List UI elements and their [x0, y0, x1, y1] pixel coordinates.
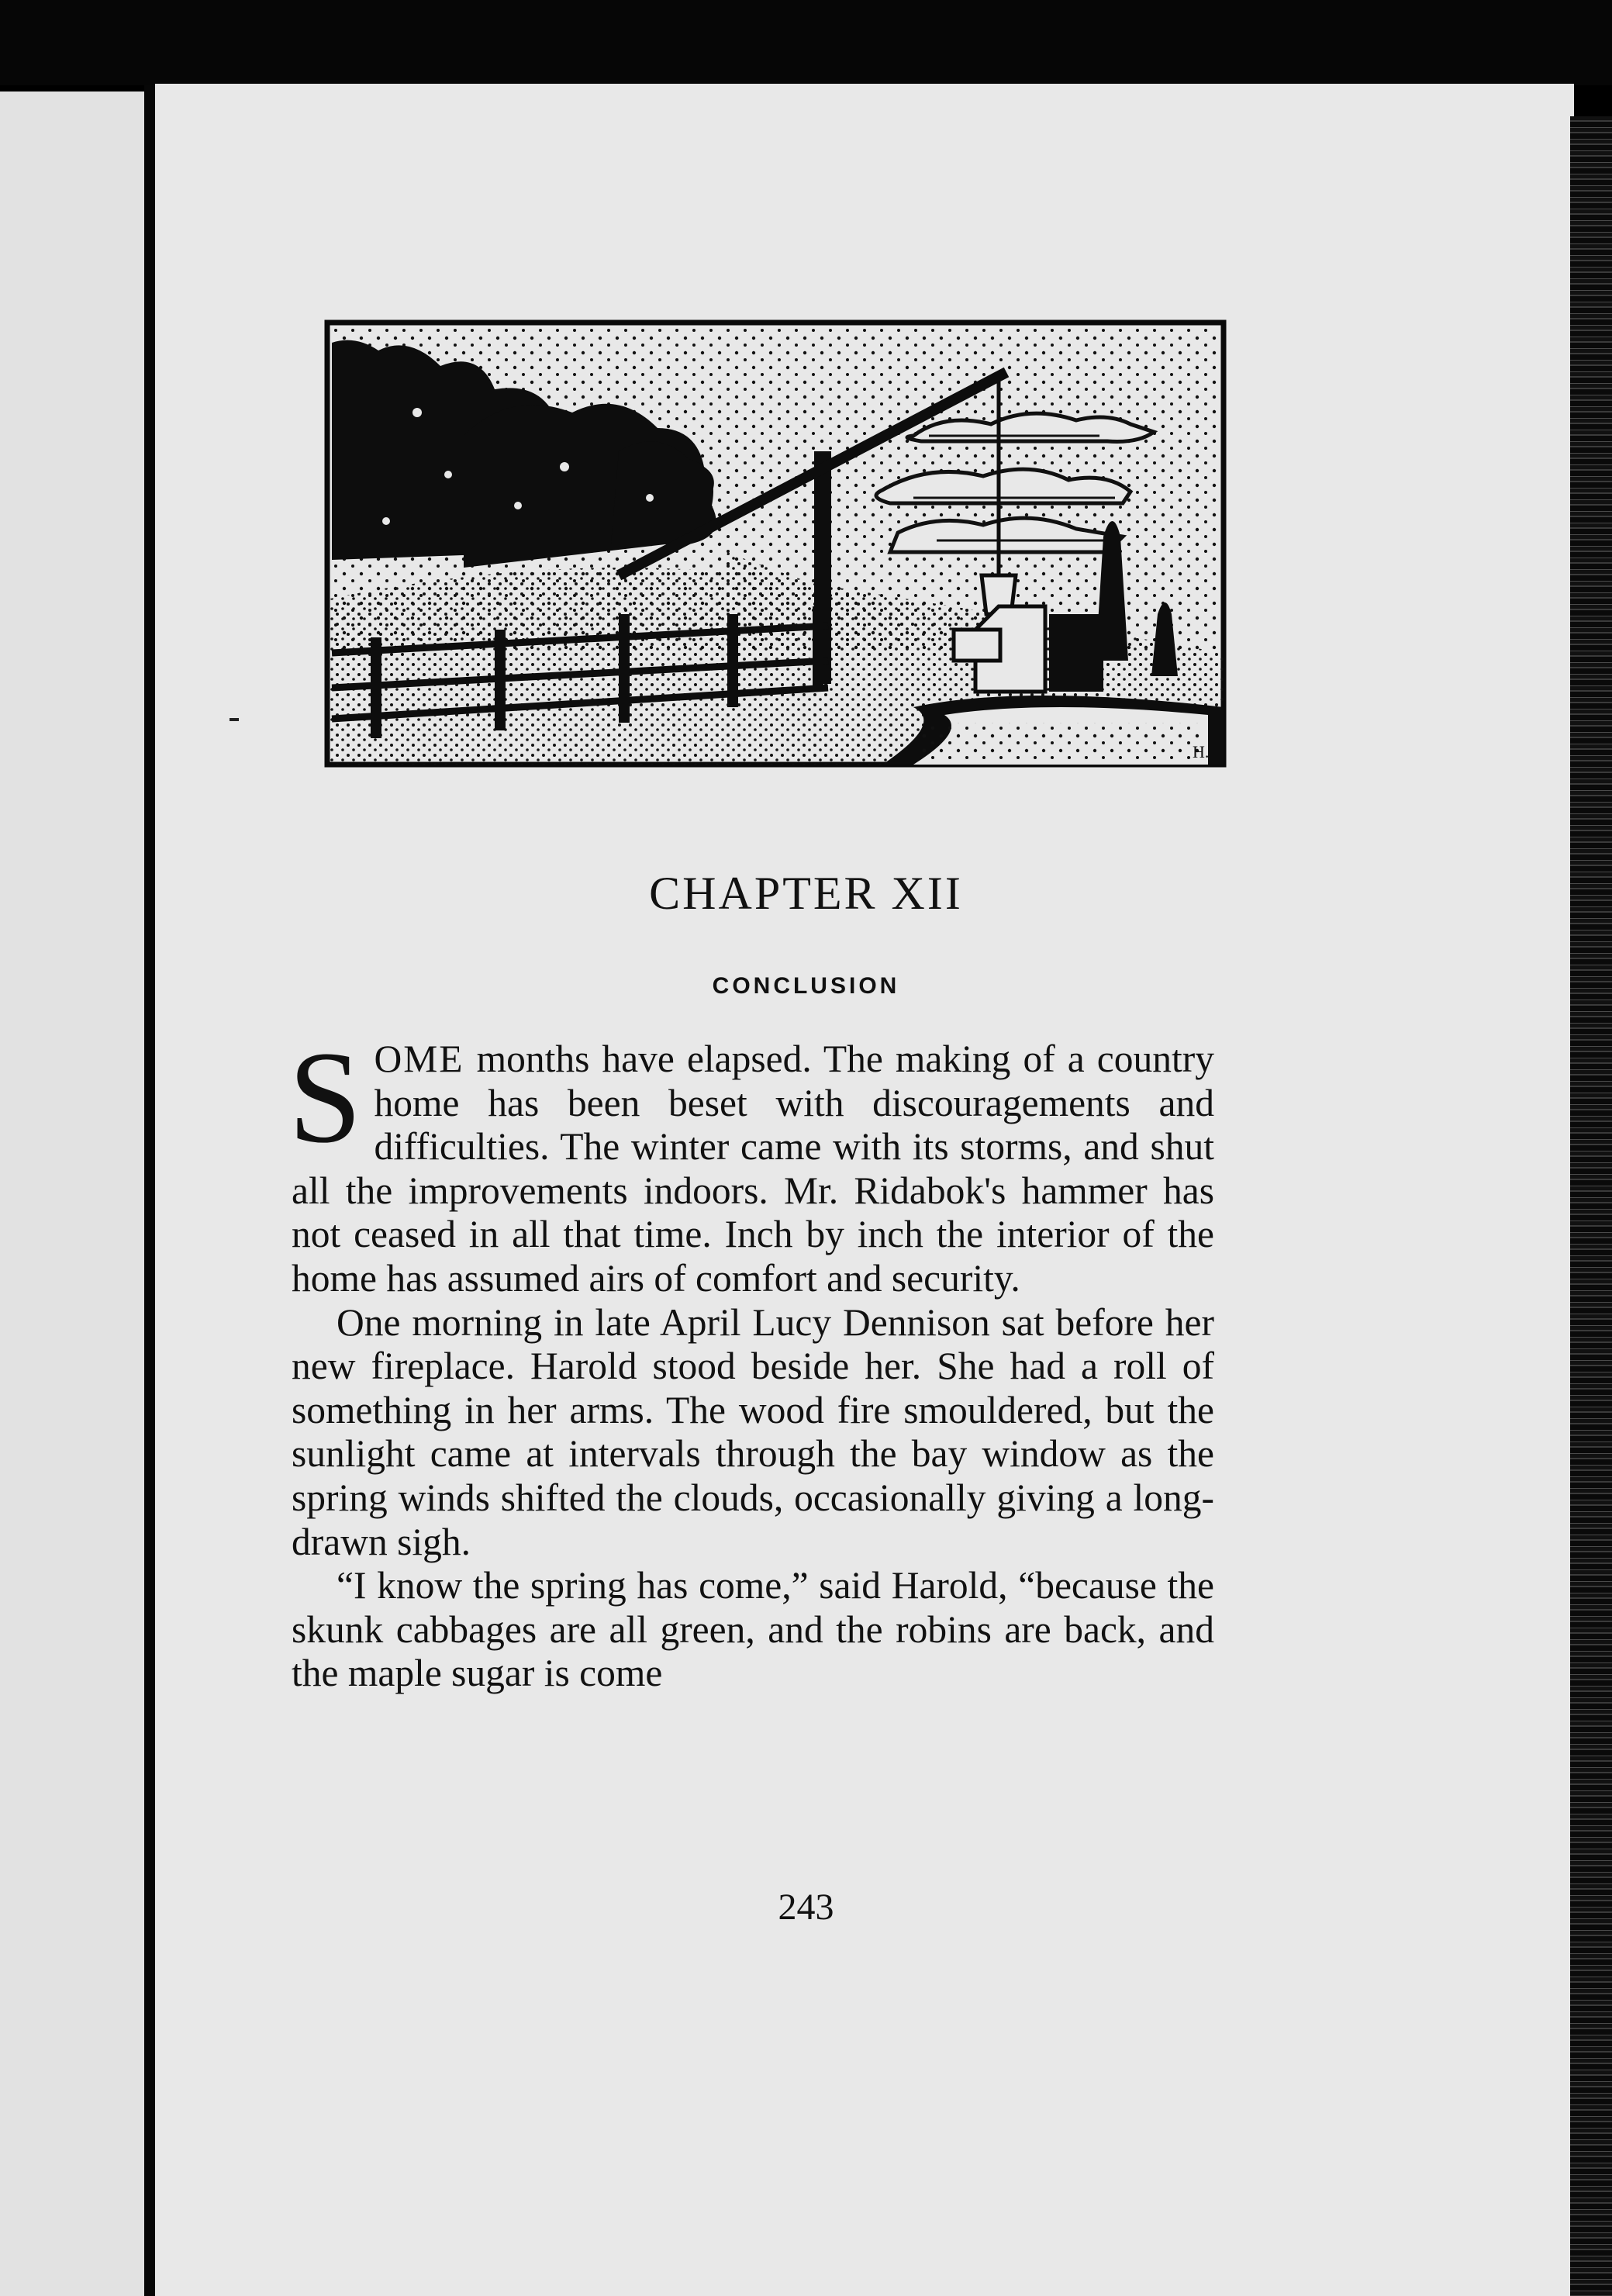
lead-word: OME	[374, 1038, 464, 1080]
paragraph-2: One morning in late April Lucy Dennison sat before her new fireplace. Harold stood beside her. She had a roll of something in her arms. The wood fire smouldered, but the sunlight came at intervals through the bay window as the spring winds shifted the clouds, occasionally giving a long-drawn sigh.	[292, 1300, 1214, 1563]
chapter-subtitle: CONCLUSION	[712, 973, 900, 999]
page-stack-edge	[1570, 116, 1612, 2296]
page-number: 243	[778, 1887, 834, 1928]
chapter-title: CHAPTER XII	[649, 868, 963, 919]
facing-page-edge	[0, 91, 149, 2296]
paragraph-1-text: months have elapsed. The making of a country home has been beset with discouragements and difficulties. The winter came with its storms, and shut all the improvements indoors. Mr. Ridabok's hammer has not ceased in all that time. Inch by inch the interior of the home has assumed airs of comfort and security.	[292, 1038, 1214, 1300]
paragraph-1	[288, 1024, 1214, 1301]
paragraph-3: “I know the spring has come,” said Harold, “because the skunk cabbages are all green, and the robins are back, and the maple sugar is come	[292, 1564, 1214, 1695]
chapter-body	[288, 1024, 1214, 1696]
scan-top-border	[0, 0, 1612, 85]
illustrator-signature: H.	[1193, 742, 1210, 761]
drop-cap: S	[288, 1024, 362, 1170]
margin-mark	[230, 718, 239, 721]
book-gutter	[144, 85, 155, 2296]
chapter-illustration	[324, 319, 1227, 768]
